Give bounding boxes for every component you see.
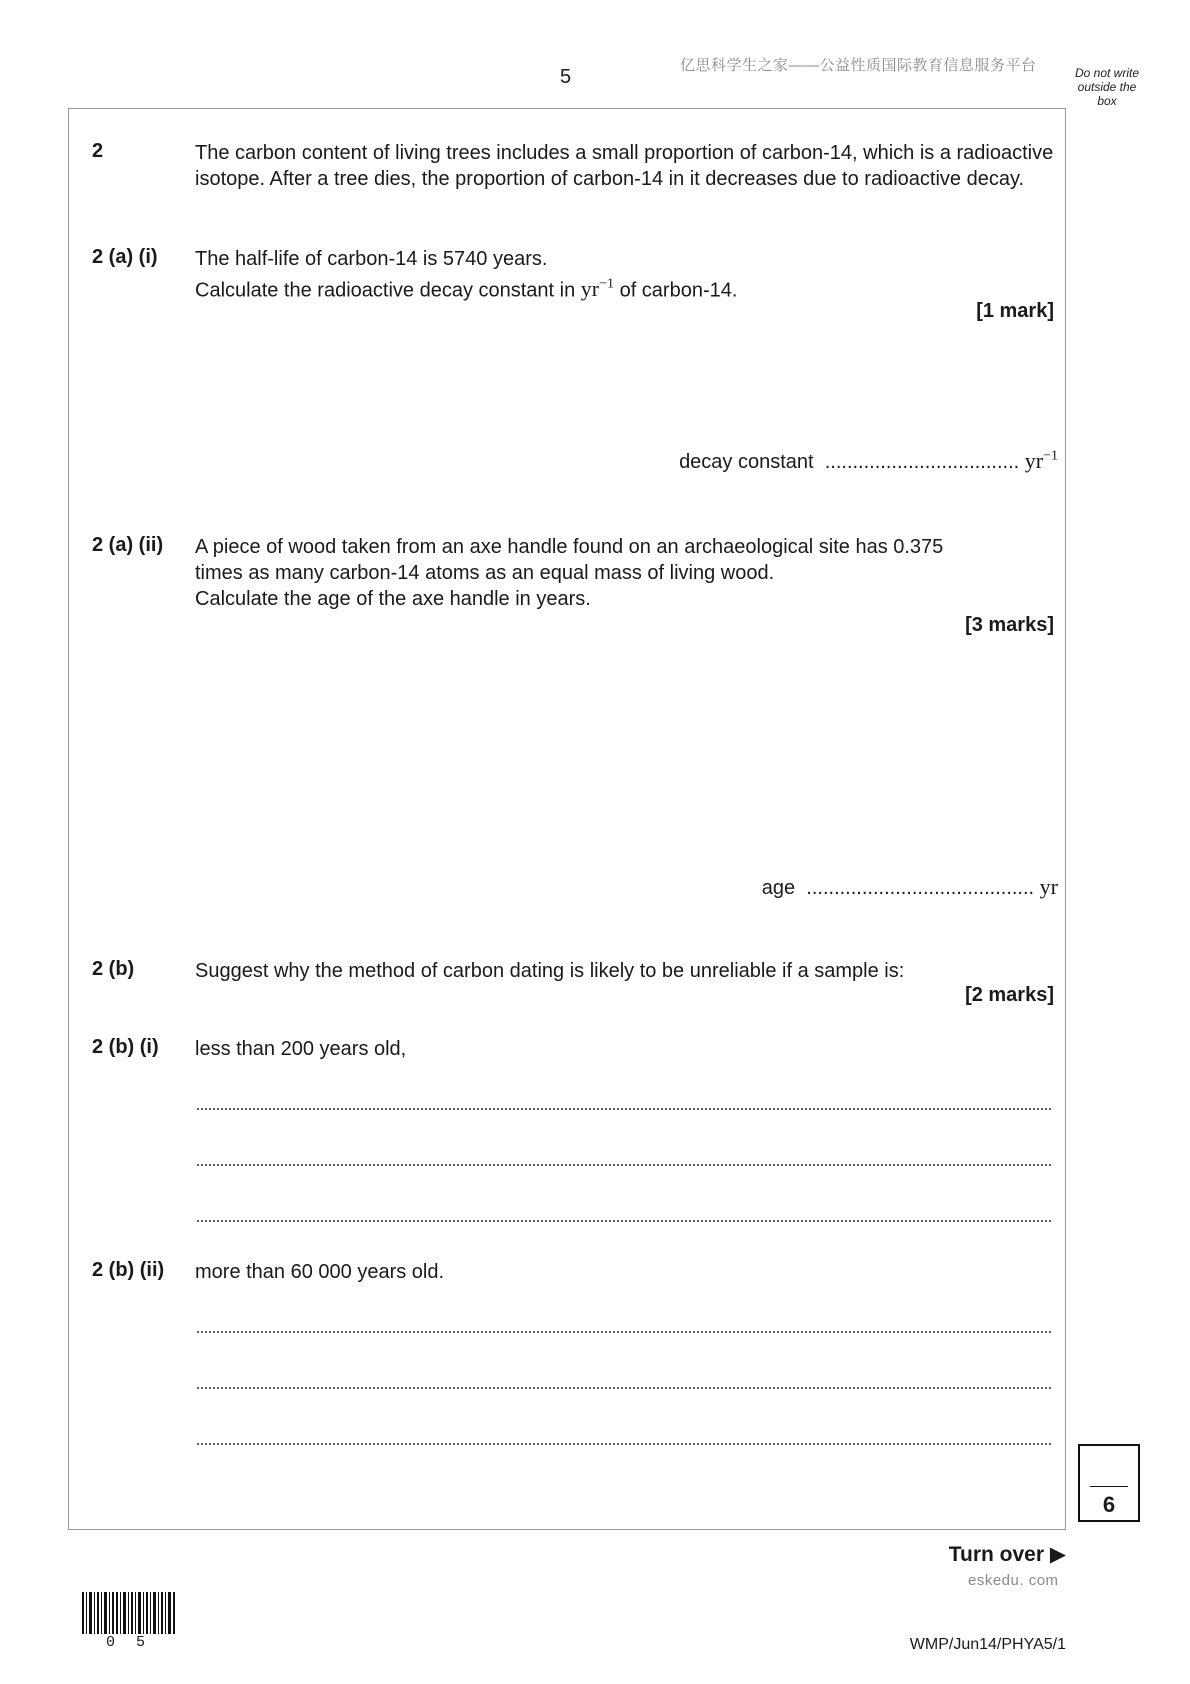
question-2ai-line-2 (195, 272, 1055, 303)
age-unit: yr (1039, 874, 1058, 899)
paper-reference: WMP/Jun14/PHYA5/1 (909, 1636, 1066, 1653)
unit-base: yr (580, 276, 600, 302)
decay-constant-unit (1025, 448, 1058, 473)
question-number-2ai: 2 (a) (i) (92, 246, 158, 268)
unit-exponent: −1 (599, 277, 615, 292)
question-number-2bi: 2 (b) (i) (92, 1036, 159, 1058)
page-marks-total: 6 (1102, 1492, 1116, 1517)
decay-constant-unit-base: yr (1024, 448, 1044, 473)
answer-frame (68, 108, 1066, 1530)
margin-note-line-1: Do not write (1074, 66, 1140, 80)
age-answer-field[interactable]: ......................................... (806, 877, 1035, 899)
question-2ai-text (195, 246, 1055, 303)
decay-constant-answer-line (679, 448, 1058, 474)
answer-line-2bi-1[interactable] (196, 1108, 1052, 1110)
decay-constant-answer-field[interactable]: ................................... (824, 451, 1020, 473)
marks-2ai: [1 mark] (976, 300, 1054, 322)
score-box-divider (1090, 1486, 1128, 1487)
site-watermark: eskedu. com (968, 1572, 1059, 1589)
question-number-2: 2 (92, 140, 104, 162)
decay-constant-unit-exponent: −1 (1043, 448, 1058, 464)
age-answer-line (762, 874, 1058, 900)
question-2aii-line-3: Calculate the age of the axe handle in years. (195, 588, 591, 610)
question-2ai-line-1: The half-life of carbon-14 is 5740 years. (195, 248, 548, 270)
watermark-text: 亿思科学生之家——公益性质国际教育信息服务平台 (680, 57, 1037, 74)
turn-over-label: Turn over ▶ (948, 1543, 1066, 1566)
answer-line-2bii-1[interactable] (196, 1331, 1052, 1333)
question-number-2aii: 2 (a) (ii) (92, 534, 164, 556)
question-number-2b: 2 (b) (92, 958, 135, 980)
question-2aii-text (195, 534, 1055, 612)
question-number-2bii: 2 (b) (ii) (92, 1259, 165, 1281)
decay-constant-label: decay constant (679, 451, 814, 473)
answer-line-2bii-3[interactable] (196, 1443, 1052, 1445)
answer-line-2bi-2[interactable] (196, 1164, 1052, 1166)
barcode-digits: 0 5 (106, 1634, 152, 1651)
margin-note-line-2: outside the (1077, 80, 1137, 94)
answer-line-2bi-3[interactable] (196, 1220, 1052, 1222)
question-2aii-line-1: A piece of wood taken from an axe handle found on an archaeological site has 0.375 (195, 536, 944, 558)
margin-note (1062, 66, 1152, 108)
question-2-intro: The carbon content of living trees includes a small proportion of carbon-14, which is a radioactive isotope. After a tree dies, the proportion of carbon-14 in it decreases due to radioactive decay. (195, 142, 1054, 190)
unit-per-year (581, 276, 614, 301)
question-2bii-text: more than 60 000 years old. (195, 1261, 445, 1283)
marks-2aii: [3 marks] (965, 614, 1054, 636)
answer-line-2bii-2[interactable] (196, 1387, 1052, 1389)
barcode-icon (82, 1592, 176, 1634)
question-2ai-line-2-end: of carbon-14. (614, 279, 738, 302)
question-2ai-line-2-start: Calculate the radioactive decay constant in (195, 279, 581, 302)
page-number: 5 (560, 66, 572, 88)
question-2b-text: Suggest why the method of carbon dating is likely to be unreliable if a sample is: (195, 960, 905, 982)
question-2aii-line-2: times as many carbon-14 atoms as an equal mass of living wood. (195, 562, 775, 584)
marks-2b: [2 marks] (965, 984, 1054, 1006)
page-score-box (1078, 1444, 1140, 1522)
question-2bi-text: less than 200 years old, (195, 1038, 407, 1060)
age-label: age (761, 877, 796, 899)
margin-note-line-3: box (1097, 94, 1117, 108)
